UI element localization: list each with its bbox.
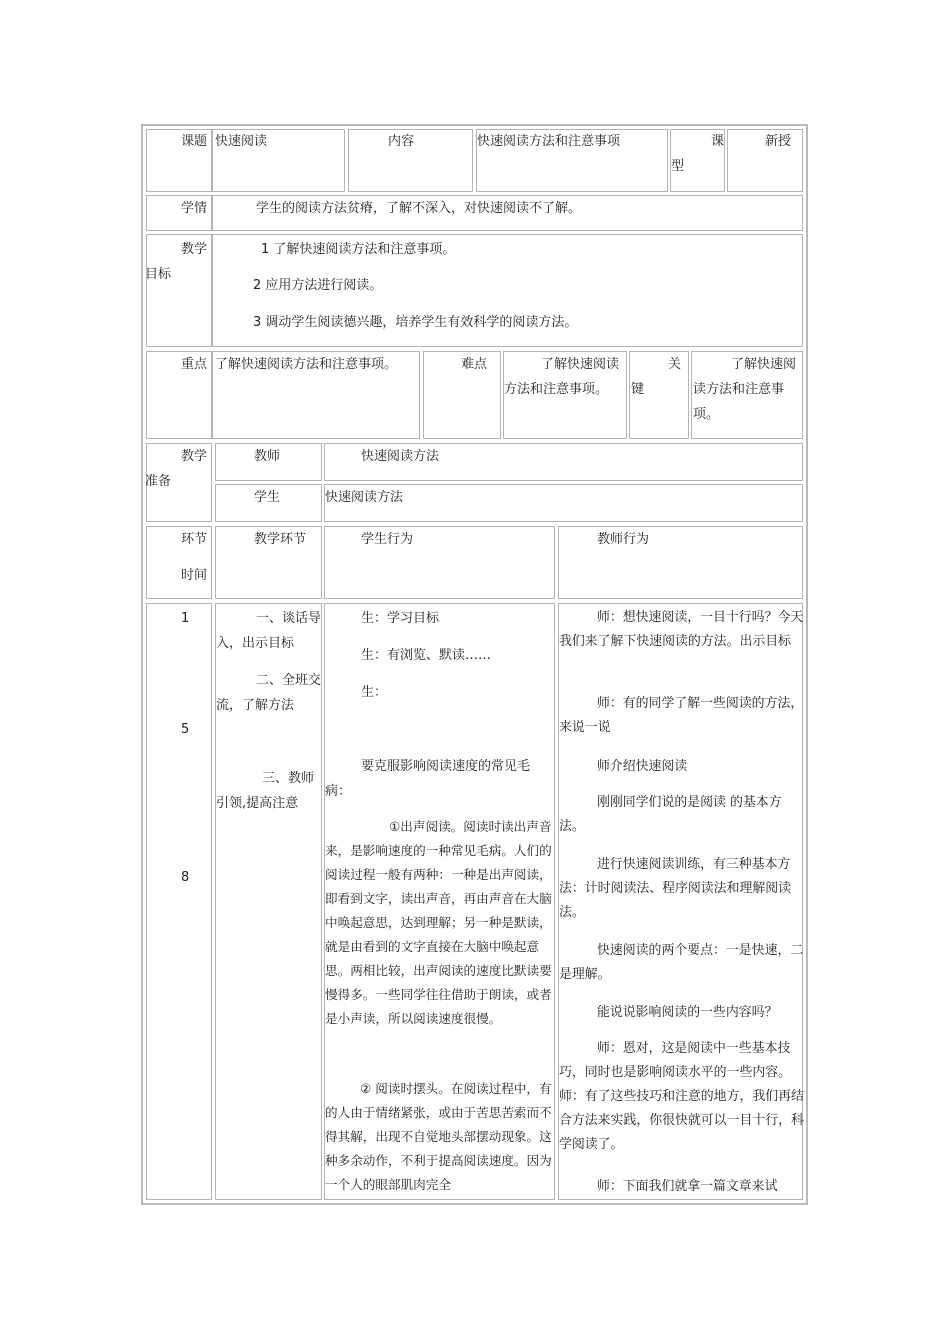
step-1-line-2: 入，出示目标 xyxy=(216,636,295,651)
teacher-para-2: 师：有的同学了解一些阅读的方法，来说一说 xyxy=(559,696,804,735)
student-para-title-2: 病： xyxy=(325,784,352,799)
crux-line-1: 了解快速阅 xyxy=(731,357,797,372)
key-value: 了解快速阅读方法和注意事项。 xyxy=(215,357,398,372)
prep-student-value: 快速阅读方法 xyxy=(325,490,404,505)
step-2-line-1: 二、全班交 xyxy=(256,673,322,688)
goal-1: 1 了解快速阅读方法和注意事项。 xyxy=(261,242,456,257)
student-line-1: 生：学习目标 xyxy=(361,611,440,626)
type-label-a: 课 xyxy=(711,134,725,149)
prep-student-label: 学生 xyxy=(254,490,281,505)
teacher-para-9: 师：下面我们就拿一篇文章来试 xyxy=(597,1179,778,1194)
student-behavior-header: 学生行为 xyxy=(361,532,414,547)
teacher-para-6: 快速阅读的两个要点：一是快速，二是理解。 xyxy=(559,943,804,982)
time-5: 5 xyxy=(181,722,190,737)
crux-label-b: 键 xyxy=(631,382,645,397)
topic-label: 课题 xyxy=(181,134,208,149)
difficulty-line-1: 了解快速阅读 xyxy=(541,357,620,372)
goals-label-b: 目标 xyxy=(145,267,172,282)
prep-teacher-value: 快速阅读方法 xyxy=(361,449,440,464)
prep-label-b: 准备 xyxy=(145,474,172,489)
student-line-2: 生：有浏览、默读…… xyxy=(361,648,492,663)
teacher-para-3: 师介绍快速阅读 xyxy=(597,759,688,774)
time-8: 8 xyxy=(181,870,190,885)
teacher-para-7: 能说说影响阅读的一些内容吗？ xyxy=(597,1005,778,1020)
row6-col3-cell xyxy=(324,526,555,599)
type-value: 新授 xyxy=(765,134,792,149)
prep-teacher-label: 教师 xyxy=(254,449,281,464)
student-para-title-1: 要克服影响阅读速度的常见毛 xyxy=(361,759,531,774)
stage-header: 教学环节 xyxy=(254,532,307,547)
step-1-line-1: 一、谈话导 xyxy=(256,611,322,626)
difficulty-line-2: 方法和注意事项。 xyxy=(504,382,609,397)
learner-text: 学生的阅读方法贫瘠，了解不深入，对快速阅读不了解。 xyxy=(256,201,582,216)
teacher-para-8: 师：恩对，这是阅读中一些基本技巧，同时也是影响阅读水平的一些内容。师：有了这些技巧和注意的地方，我们再结合方法来实践，你很快就可以一目十行，科学阅读了。 xyxy=(559,1041,804,1152)
goal-3: 3 调动学生阅读德兴趣，培养学生有效科学的阅读方法。 xyxy=(253,315,578,330)
student-paragraph-1: ①出声阅读。阅读时读出声音来，是影响速度的一种常见毛病。人们的阅读过程一般有两种：一种是出声阅读，即看到文字，读出声音，再由声音在大脑中唤起意思，达到理解；另一种是默读，就是由看到的文字直接在大脑中唤起意思。两相比较，出声阅读的速度比默读要慢得多。一些同学往往借助于朗读，或者是小声读，所以阅读速度很慢。 xyxy=(325,819,552,1026)
learner-label: 学情 xyxy=(181,201,208,216)
content-value: 快速阅读方法和注意事项 xyxy=(477,134,621,149)
row7-steps-cell xyxy=(215,603,322,1200)
teacher-behavior-header: 教师行为 xyxy=(597,532,650,547)
prep-label-a: 教学 xyxy=(181,449,208,464)
step-3-line-2: 引领,提高注意 xyxy=(216,796,299,811)
crux-line-2: 读方法和注意事 xyxy=(693,382,785,397)
teacher-para-4: 刚刚同学们说的是阅读 的基本方法。 xyxy=(559,795,782,834)
content-label: 内容 xyxy=(388,134,415,149)
difficulty-label: 难点 xyxy=(461,357,488,372)
crux-label-a: 关 xyxy=(668,357,682,372)
topic-value: 快速阅读 xyxy=(215,134,268,149)
goals-label-a: 教学 xyxy=(181,242,208,257)
row7-time-cell xyxy=(146,603,212,1200)
goal-2: 2 应用方法进行阅读。 xyxy=(253,278,383,293)
teacher-para-1: 师：想快速阅读，一目十行吗？今天我们来了解下快速阅读的方法。出示目标 xyxy=(559,610,804,649)
stage-time-label-a: 环节 xyxy=(181,532,208,547)
teacher-para-5: 进行快速阅读训练，有三种基本方法：计时阅读法、程序阅读法和理解阅读法。 xyxy=(559,857,792,920)
step-3-line-1: 三、教师 xyxy=(262,771,315,786)
row6-col4-cell xyxy=(558,526,803,599)
type-label-b: 型 xyxy=(671,159,685,174)
stage-time-label-b: 时间 xyxy=(181,568,208,583)
time-1: 1 xyxy=(181,611,190,626)
step-2-line-2: 流，了解方法 xyxy=(216,698,295,713)
student-line-3: 生： xyxy=(361,685,388,700)
key-label: 重点 xyxy=(181,357,208,372)
crux-line-3: 项。 xyxy=(693,407,720,422)
student-paragraph-2: ② 阅读时摆头。在阅读过程中，有的人由于情绪紧张，或由于苦思苦索而不得其解，出现不自觉地头部摆动现象。这种多余动作，不利于提高阅读速度。因为一个人的眼部肌肉完全 xyxy=(325,1081,552,1192)
